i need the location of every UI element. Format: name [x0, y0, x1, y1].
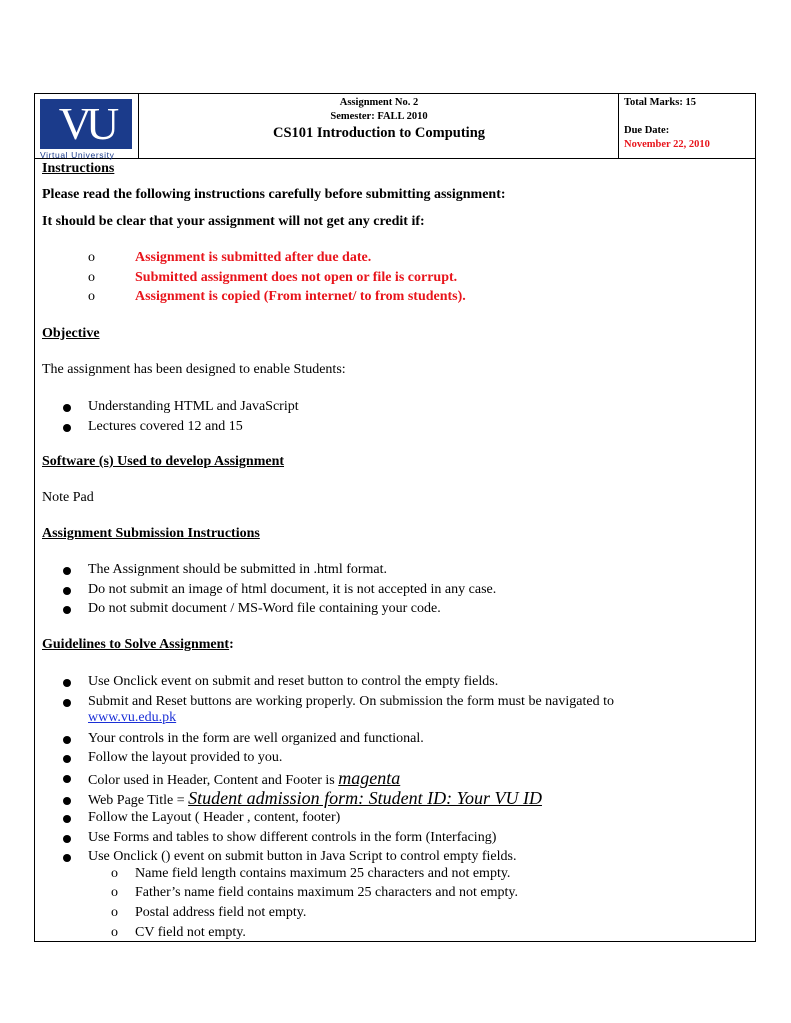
- semester: Semester: FALL 2010: [330, 111, 428, 122]
- bullet-dot: [63, 679, 71, 687]
- magenta-word: magenta: [338, 768, 401, 788]
- bullet-dot: [63, 567, 71, 575]
- guideline-item-5: [88, 768, 400, 789]
- circle-bullet-1: o: [88, 250, 95, 265]
- vu-logo-subtitle: Virtual University: [40, 150, 115, 160]
- objective-text: The assignment has been designed to enable Students:: [42, 362, 346, 377]
- credit-rule-3: Assignment is copied (From internet/ to from students).: [135, 289, 466, 304]
- bullet-dot: [63, 835, 71, 843]
- circle-bullet-7: o: [111, 925, 118, 940]
- submission-item-3: Do not submit document / MS-Word file containing your code.: [88, 601, 441, 616]
- total-marks: Total Marks: 15: [624, 97, 696, 108]
- objective-heading: Objective: [42, 326, 100, 341]
- bullet-dot: [63, 424, 71, 432]
- bullet-dot: [63, 755, 71, 763]
- guidelines-heading: Guidelines to Solve Assignment: [42, 637, 230, 652]
- bullet-dot: [63, 854, 71, 862]
- guideline-item-3: Your controls in the form are well organized and functional.: [88, 731, 424, 746]
- vu-logo-box: [40, 99, 132, 149]
- software-heading: Software (s) Used to develop Assignment: [42, 454, 285, 469]
- guideline-item-7: Follow the Layout ( Header , content, footer): [88, 810, 341, 825]
- bullet-dot: [63, 606, 71, 614]
- guideline-item-2: Submit and Reset buttons are working properly. On submission the form must be navigated to: [88, 694, 614, 709]
- objective-item-1: Understanding HTML and JavaScript: [88, 399, 299, 414]
- circle-bullet-4: o: [111, 866, 118, 881]
- circle-bullet-5: o: [111, 885, 118, 900]
- circle-bullet-3: o: [88, 289, 95, 304]
- vu-logo: [40, 98, 135, 160]
- submission-item-1: The Assignment should be submitted in .html format.: [88, 562, 388, 577]
- credit-rule-1: Assignment is submitted after due date.: [135, 250, 372, 265]
- bullet-dot: [63, 404, 71, 412]
- submission-item-2: Do not submit an image of html document, it is not accepted in any case.: [88, 582, 497, 597]
- header-right: [624, 96, 752, 152]
- page-title-spec: Student admission form: Student ID: Your VU ID: [188, 788, 542, 808]
- circle-bullet-2: o: [88, 270, 95, 285]
- header-divider-left: [138, 94, 139, 158]
- validation-rule-3: Postal address field not empty.: [135, 905, 307, 920]
- bullet-dot: [63, 815, 71, 823]
- instructions-line1: Please read the following instructions carefully before submitting assignment:: [42, 187, 506, 202]
- header-divider-right: [618, 94, 619, 158]
- course-title: CS101 Introduction to Computing: [272, 125, 486, 141]
- instructions-heading: Instructions: [42, 161, 115, 176]
- validation-rule-2: Father’s name field contains maximum 25 characters and not empty.: [135, 885, 518, 900]
- due-date: November 22, 2010: [624, 139, 710, 150]
- bullet-dot: [63, 775, 71, 783]
- validation-rule-1: Name field length contains maximum 25 characters and not empty.: [135, 866, 511, 881]
- instructions-line2: It should be clear that your assignment will not get any credit if:: [42, 214, 425, 229]
- submission-heading: Assignment Submission Instructions: [42, 526, 260, 541]
- guideline-item-1: Use Onclick event on submit and reset button to control the empty fields.: [88, 674, 499, 689]
- guideline-item-9: Use Onclick () event on submit button in Java Script to control empty fields.: [88, 849, 517, 864]
- guideline-item-8: Use Forms and tables to show different controls in the form (Interfacing): [88, 830, 497, 845]
- bullet-dot: [63, 699, 71, 707]
- assignment-number: Assignment No. 2: [339, 97, 419, 108]
- vu-logo-letters: VU: [58, 98, 114, 149]
- bullet-dot: [63, 736, 71, 744]
- bullet-dot: [63, 587, 71, 595]
- objective-item-2: Lectures covered 12 and 15: [88, 419, 243, 434]
- guideline-item-6-text: Web Page Title =: [88, 793, 189, 808]
- header-center: [142, 96, 616, 142]
- guideline-item-4: Follow the layout provided to you.: [88, 750, 283, 765]
- validation-rule-4: CV field not empty.: [135, 925, 246, 940]
- bullet-dot: [63, 797, 71, 805]
- assignment-header: [34, 93, 756, 159]
- circle-bullet-6: o: [111, 905, 118, 920]
- guideline-item-5-text: Color used in Header, Content and Footer is: [88, 773, 339, 788]
- guideline-item-6: [88, 788, 542, 809]
- credit-rule-2: Submitted assignment does not open or file is corrupt.: [135, 270, 458, 285]
- guidelines-colon: :: [229, 637, 234, 652]
- software-text: Note Pad: [42, 490, 94, 505]
- guidelines-heading-row: [42, 637, 234, 653]
- due-date-label: Due Date:: [624, 125, 670, 136]
- vu-website-link[interactable]: www.vu.edu.pk: [88, 710, 177, 725]
